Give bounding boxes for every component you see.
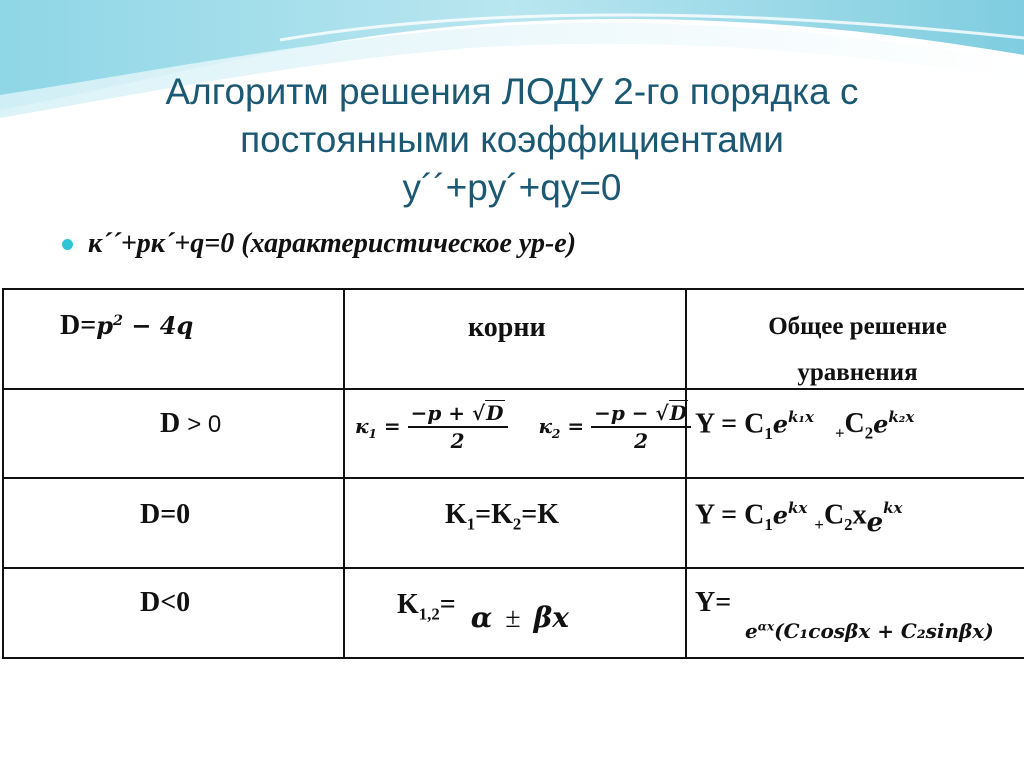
- d-zero-label: D=0: [140, 499, 191, 530]
- slide-title: [0, 68, 1024, 212]
- solution-negative-expression: [745, 619, 994, 643]
- d-expr-exp: 2: [112, 312, 123, 329]
- solution-positive: [695, 408, 914, 444]
- cell-d-negative: [3, 568, 344, 658]
- roots-neg-k: K: [397, 589, 419, 620]
- cell-d-positive: [3, 389, 344, 478]
- sol-pos-e1-exp: k₁x: [788, 408, 814, 426]
- sol-pos-c1-sub: 1: [764, 423, 773, 443]
- roots-neg-eq: =: [439, 589, 456, 620]
- d-expr-p: p: [96, 311, 113, 340]
- cell-roots-positive: [344, 389, 686, 478]
- k1-fraction: [408, 400, 508, 454]
- sol-pos-c2-sub: 2: [864, 423, 874, 443]
- k2-num: −p − √: [594, 401, 669, 425]
- d-expr-rest: − 4q: [122, 311, 194, 340]
- sol-zero-plus: +: [814, 514, 824, 534]
- sol-pos-prefix: Y = C: [695, 408, 765, 440]
- table-row-d-negative: [3, 568, 1024, 658]
- sol-zero-prefix: Y = C: [695, 499, 765, 531]
- cell-solution-zero: [686, 478, 1024, 568]
- roots-zero: [445, 499, 559, 535]
- k1-den: 2: [450, 429, 465, 453]
- d-label: D=: [60, 310, 97, 341]
- roots-neg-sub: 1,2: [418, 604, 440, 624]
- k2-eq: =: [560, 413, 592, 438]
- cell-d-formula: [3, 289, 344, 389]
- cell-roots-negative: [344, 568, 686, 658]
- roots-header: корни: [468, 312, 546, 343]
- k2-formula: [538, 401, 691, 453]
- roots-neg-pm: ±: [505, 603, 521, 634]
- k1-eq: =: [376, 413, 408, 438]
- solution-zero: [695, 499, 903, 539]
- k2-fraction: [591, 400, 691, 454]
- roots-zero-mid: =K: [475, 499, 513, 530]
- roots-zero-sub2: 2: [512, 514, 522, 534]
- title-line-1: Алгоритм решения ЛОДУ 2-го порядка с: [165, 71, 859, 112]
- sol-pos-e1: e: [772, 409, 789, 439]
- solution-header: [687, 304, 1024, 396]
- bullet-dot-icon: [62, 239, 73, 250]
- d-positive-condition: [160, 408, 221, 440]
- d-positive-label: D: [160, 408, 181, 439]
- sol-zero-e2: e: [866, 508, 884, 539]
- solution-header-line-2: уравнения: [797, 359, 918, 386]
- k2-sub: 2: [552, 426, 561, 441]
- roots-negative: [397, 587, 569, 634]
- cell-solution-header: [686, 289, 1024, 389]
- cell-roots-zero: [344, 478, 686, 568]
- title-line-3: y´´+py´+qy=0: [402, 167, 622, 208]
- cell-d-zero: [3, 478, 344, 568]
- roots-positive-formulas: [355, 400, 691, 454]
- sol-zero-c2: C: [823, 499, 845, 531]
- cell-solution-positive: [686, 389, 1024, 478]
- k1-label: к: [355, 413, 369, 438]
- sol-pos-c2: C: [844, 408, 865, 440]
- cell-solution-negative: [686, 568, 1024, 658]
- roots-zero-end: =K: [521, 499, 560, 530]
- k1-num-d: D: [486, 401, 504, 425]
- sol-neg-label: Y=: [695, 587, 732, 618]
- table-row-d-zero: [3, 478, 1024, 568]
- sol-zero-e1-exp: kx: [788, 499, 808, 517]
- cell-roots-header: [344, 289, 686, 389]
- solution-table: [2, 288, 1024, 659]
- k1-sub: 1: [368, 426, 377, 441]
- sol-pos-e2-exp: k₂x: [888, 408, 915, 426]
- sol-zero-c1-sub: 1: [764, 514, 773, 534]
- roots-zero-sub1: 1: [466, 514, 476, 534]
- k2-den: 2: [634, 429, 648, 453]
- sol-pos-plus: +: [834, 423, 845, 443]
- sol-neg-body: (C₁cosβx + C₂sinβx): [774, 619, 994, 643]
- roots-zero-k: K: [445, 499, 467, 530]
- sol-zero-c2-sub: 2: [844, 514, 853, 534]
- k1-formula: [355, 401, 514, 453]
- table-row-header: [3, 289, 1024, 389]
- solution-header-line-1: Общее решение: [768, 313, 947, 340]
- roots-neg-beta-x: βx: [533, 601, 569, 634]
- d-positive-sign: > 0: [187, 411, 222, 438]
- sol-pos-e2: e: [873, 409, 889, 439]
- d-formula: [60, 310, 193, 342]
- title-line-2: постоянными коэффициентами: [240, 119, 784, 160]
- table-row-d-positive: [3, 389, 1024, 478]
- sol-neg-e: e: [745, 619, 758, 643]
- k2-num-d: D: [669, 401, 687, 425]
- d-negative-label: D<0: [140, 587, 191, 618]
- sol-zero-e2-exp: kx: [883, 499, 903, 517]
- k2-label: к: [538, 413, 553, 438]
- roots-neg-alpha: α: [470, 601, 493, 634]
- sol-zero-x: x: [852, 499, 867, 531]
- k1-num: −p + √: [410, 401, 486, 425]
- sol-neg-exp: αx: [757, 619, 775, 634]
- sol-zero-e1: e: [772, 500, 789, 530]
- bullet-text: к´´+pк´+q=0 (характеристическое ур-е): [88, 228, 577, 259]
- bullet-characteristic-equation: [62, 222, 576, 266]
